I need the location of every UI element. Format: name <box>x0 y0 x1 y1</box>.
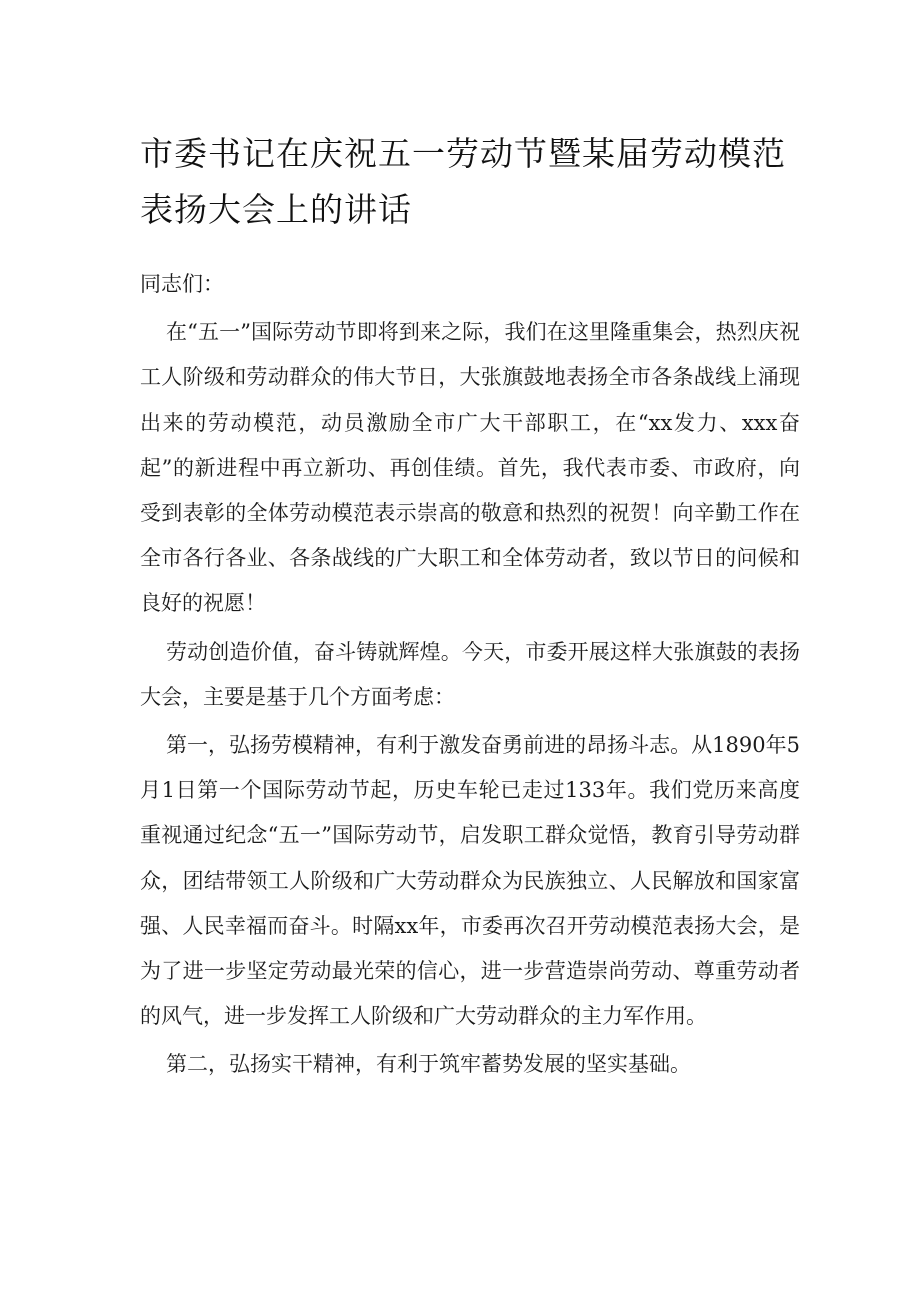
paragraph-point-two: 第二，弘扬实干精神，有利于筑牢蓄势发展的坚实基础。 <box>166 1052 691 1077</box>
salutation: 同志们： <box>140 272 224 296</box>
paragraph-point-one: 第一，弘扬劳模精神，有利于激发奋勇前进的昂扬斗志。从1890年5月1日第一个国际劳动节起，历史车轮已走过133年。我们党历来高度重视通过纪念“五一”国际劳动节，启发职工群众觉悟，教育引导劳动群众，团结带领工人阶级和广大劳动群众为民族独立、人民解放和国家富强、人民幸福而奋斗。时隔xx年，市委再次召开劳动模范表扬大会，是为了进一步坚定劳动最光荣的信心，进一步营造崇尚劳动、尊重劳动者的风气，进一步发挥工人阶级和广大劳动群众的主力军作用。 <box>140 733 800 1029</box>
document-title: 市委书记在庆祝五一劳动节暨某届劳动模范表扬大会上的讲话 <box>140 134 786 229</box>
document-body <box>140 262 800 1091</box>
paragraph-opening: 在“五一”国际劳动节即将到来之际，我们在这里隆重集会，热烈庆祝工人阶级和劳动群众的伟大节日，大张旗鼓地表扬全市各条战线上涌现出来的劳动模范，动员激励全市广大干部职工，在“xx发力、xxx奋起”的新进程中再立新功、再创佳绩。首先，我代表市委、市政府，向受到表彰的全体劳动模范表示崇高的敬意和热烈的祝贺！向辛勤工作在全市各行各业、各条战线的广大职工和全体劳动者，致以节日的问候和良好的祝愿！ <box>140 320 800 616</box>
paragraph-reasons-intro: 劳动创造价值，奋斗铸就辉煌。今天，市委开展这样大张旗鼓的表扬大会，主要是基于几个方面考虑： <box>140 639 800 709</box>
